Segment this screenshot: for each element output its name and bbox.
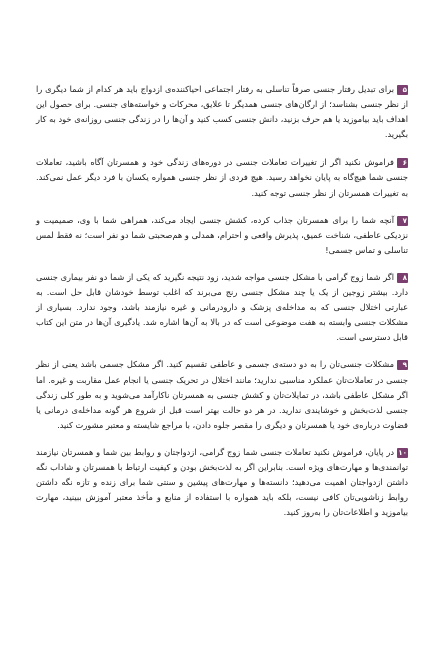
paragraph-text: در پایان، فراموش نکنید تعاملات جنسی شما زوج گرامی، ازدواجتان و روابط بین شما و همسرتان نیازمند توانمندی‌ها و مهارت‌های ویژه است. بنابراین اگر به لذت‌بخش بودن و کیفیت ارتباط با همسرتان و شاداب نگه داشتن ازدواجتان اهمیت می‌دهید؛ دانسته‌ها و مهارت‌های پیشین و سنتی شما برای زنده و تازه نگه داشتن روابط زناشویی‌تان کافی نیست، بلکه باید همواره با استفاده از منابع و مأخذ معتبر آموزش ببینید، مهارت بیاموزید و اطلاعات‌تان را به‌روز کنید. bbox=[36, 446, 408, 518]
paragraph-number-badge: ۷ bbox=[397, 216, 408, 226]
numbered-paragraph-8 bbox=[36, 270, 408, 345]
paragraph-number-badge: ۵ bbox=[397, 85, 408, 95]
numbered-paragraph-10 bbox=[36, 445, 408, 520]
paragraph-number-badge: ۶ bbox=[397, 158, 408, 168]
paragraph-number-badge: ۹ bbox=[397, 360, 408, 370]
paragraph-text: مشکلات جنسی‌تان را به دو دسته‌ی جسمی و عاطفی تقسیم کنید. اگر مشکل جسمی باشد یعنی از نظر جنسی در تعاملات‌تان عملکرد مناسبی ندارید؛ مانند اختلال در تحریک جنسی یا انجام عمل مقاربت و غیره. اما اگر مشکل عاطفی باشد، در تمایلات‌تان و کشش جنسی به همسرتان ناکارآمد می‌شوید و به طور کلی زندگی جنسی لذت‌بخش و خوشایندی ندارید. در هر دو حالت بهتر است قبل از شروع هر گونه مداخله‌ی درمانی یا قضاوت درباره‌ی خود یا همسرتان و دیگری را مقصر جلوه دادن، با مراجع شایسته و معتبر مشورت کنید. bbox=[36, 359, 408, 430]
page-body bbox=[36, 82, 408, 530]
numbered-paragraph-7 bbox=[36, 213, 408, 258]
numbered-paragraph-9 bbox=[36, 357, 408, 432]
paragraph-text: برای تبدیل رفتار جنسی صرفاً تناسلی به رفتار اجتماعی احیاکننده‌ی ازدواج باید هر کدام از شما دیگری را از نظر جنسی بشناسد؛ از ارگان‌های جنسی همدیگر تا علایق، محرکات و خواسته‌های جنسی. برای حصول این اهداف باید بیاموزید یا هم حرف بزنید، دانش جنسی کسب کنید و آن‌ها را در زندگی جنسی روزانه‌ی خود به کار بگیرید. bbox=[36, 84, 408, 140]
paragraph-text: آنچه شما را برای همسرتان جذاب کرده، کشش جنسی ایجاد می‌کند، همراهی شما با وی، صمیمیت و نزدیکی عاطفی، شناخت عمیق، پذیرش واقعی و احترام، همدلی و هم‌صحبتی شما دو نفر است؛ نه فقط لمس تناسلی و تماس جسمی! bbox=[36, 214, 408, 255]
numbered-paragraph-6 bbox=[36, 155, 408, 200]
paragraph-number-badge: ۸ bbox=[397, 273, 408, 283]
paragraph-text: فراموش نکنید اگر از تغییرات تعاملات جنسی در دوره‌های زندگی خود و همسرتان آگاه باشید، تعاملات جنسی شما هیچ‌گاه به پایان نخواهد رسید. هیچ فردی از نظر جنسی همواره یکسان با فرد دیگر عمل نمی‌کند. به تغییرات همسرتان از نظر جنسی توجه کنید. bbox=[36, 157, 408, 198]
paragraph-number-badge: ۱۰ bbox=[398, 447, 407, 457]
paragraph-text: اگر شما زوج گرامی با مشکل جنسی مواجه شدید، زود نتیجه نگیرید که یکی از شما دو نفر بیماری جنسی دارد. بیشتر زوجین از یک یا چند مشکل جنسی رنج می‌برند که اغلب توسط خودشان قابل حل است. به عبارتی اختلال جنسی که به مداخله‌ی پزشک و دارودرمانی و غیره نیازمند باشد، وجود ندارد. بسیاری از مشکلات جنسی وابسته به هفت موضوعی است که در بالا به آن‌ها اشاره شد. یادگیری آن‌ها در متن این کتاب قابل دسترسی است. bbox=[36, 271, 408, 343]
numbered-paragraph-5 bbox=[36, 82, 408, 142]
